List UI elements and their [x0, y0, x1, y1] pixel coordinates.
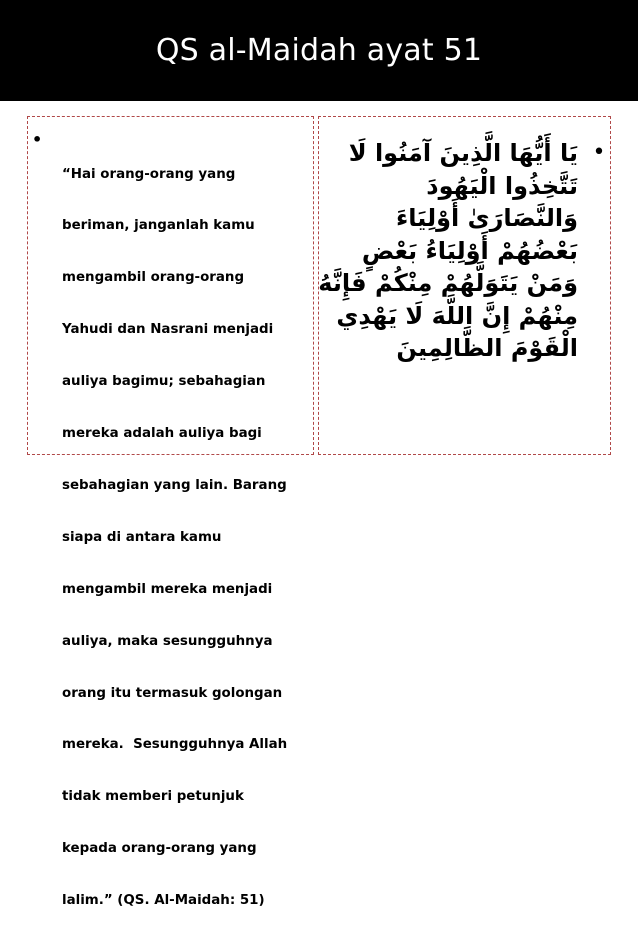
translation-line: mereka adalah auliya bagi: [62, 426, 262, 442]
translation-line: kepada orang-orang yang: [62, 841, 257, 857]
slide-title: QS al-Maidah ayat 51: [155, 33, 483, 68]
translation-line: mengambil mereka menjadi: [62, 581, 273, 597]
arabic-block: [318, 137, 616, 365]
bullet-marker-arabic: •: [592, 140, 606, 165]
arabic-line: الْقَوْمَ الظَّالِمِينَ: [396, 334, 578, 362]
translation-block: [32, 131, 314, 944]
arabic-line: وَالنَّصَارَىٰ أَوْلِيَاءَ: [395, 204, 578, 232]
arabic-verse: [318, 137, 578, 365]
translation-line: “Hai orang-orang yang: [62, 166, 236, 182]
translation-text: [62, 131, 287, 944]
arabic-line: مِنْهُمْ إِنَّ اللَّهَ لَا يَهْدِي: [336, 301, 578, 330]
arabic-line: بَعْضُهُمْ أَوْلِيَاءُ بَعْضٍ: [361, 236, 578, 265]
title-bar: [0, 0, 638, 101]
translation-line: tidak memberi petunjuk: [62, 789, 244, 805]
arabic-line: وَمَنْ يَتَوَلَّهُمْ مِنْكُمْ فَإِنَّهُ: [318, 269, 578, 297]
arabic-line: يَا أَيُّهَا الَّذِينَ آمَنُوا لَا: [348, 139, 578, 167]
translation-line: sebahagian yang lain. Barang: [62, 477, 287, 493]
translation-line: lalim.” (QS. Al-Maidah: 51): [62, 893, 265, 909]
bullet-marker: •: [32, 130, 43, 149]
translation-line: beriman, janganlah kamu: [62, 218, 255, 234]
translation-line: siapa di antara kamu: [62, 529, 222, 545]
arabic-line: تَتَّخِذُوا الْيَهُودَ: [426, 171, 578, 200]
translation-line: mengambil orang-orang: [62, 270, 245, 286]
translation-line: Yahudi dan Nasrani menjadi: [62, 322, 274, 338]
translation-line: auliya, maka sesungguhnya: [62, 633, 273, 649]
translation-line: auliya bagimu; sebahagian: [62, 374, 266, 390]
translation-line: mereka. Sesungguhnya Allah: [62, 737, 288, 753]
translation-line: orang itu termasuk golongan: [62, 685, 283, 701]
